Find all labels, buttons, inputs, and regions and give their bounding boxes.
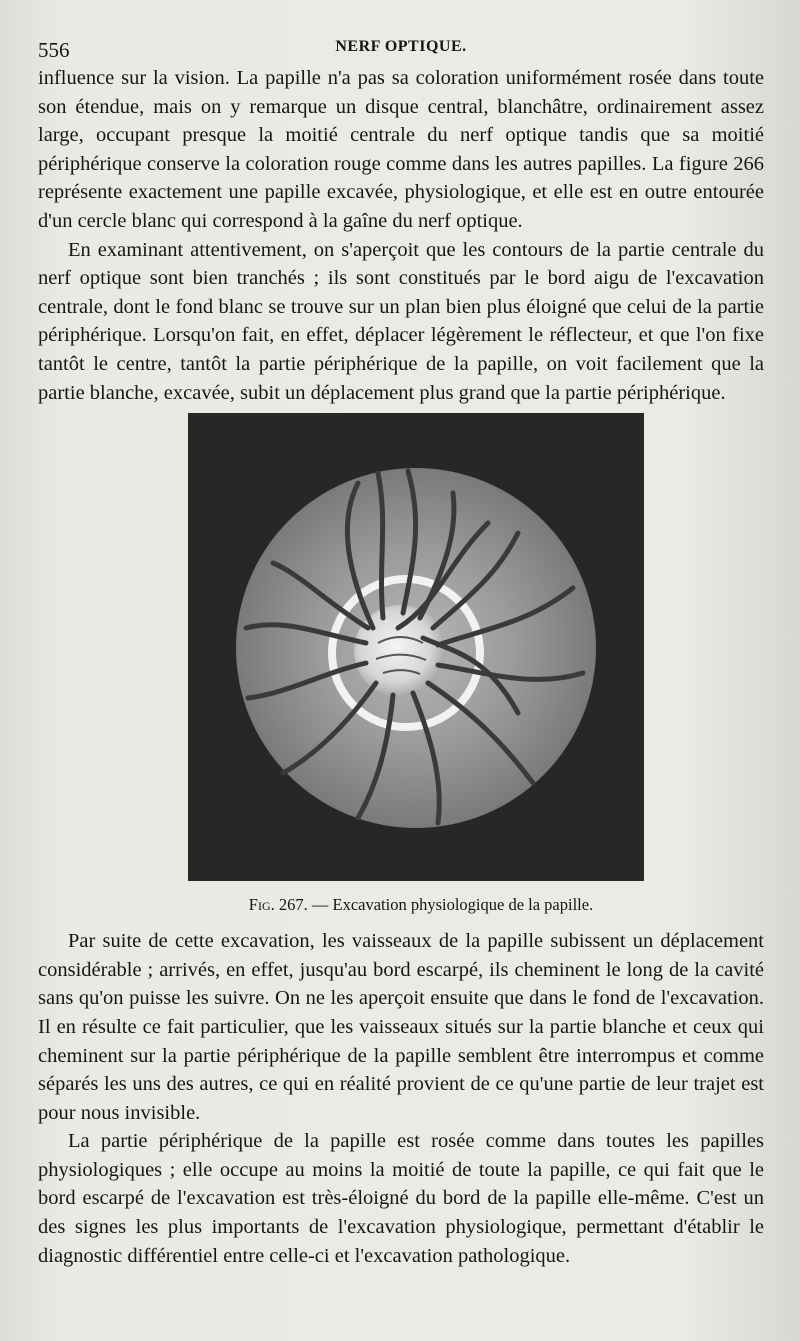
optic-disc-drawing [188, 413, 644, 881]
figure-caption [78, 895, 764, 915]
running-title: NERF OPTIQUE. [335, 38, 467, 55]
figure-label: Fig. 267. [248, 895, 308, 915]
figure-caption-text: — Excavation physiologique de la papille. [311, 895, 594, 915]
paragraph-1: influence sur la vision. La papille n'a pas sa coloration uniformément rosée dans toute son étendue, mais on y remarque un disque central, blanchâtre, ordinairement assez large, occupant presque la moitié centrale du nerf optique tandis que sa moitié périphérique conserve la coloration rouge comme dans les autres papilles. La figure 266 représente exactement une papille excavée, physiologique, et elle est en outre entourée d'un cercle blanc qui correspond à la gaîne du nerf optique. [38, 67, 764, 232]
figure-267 [38, 413, 764, 915]
paragraph-3: Par suite de cette excavation, les vaisseaux de la papille subissent un déplacement considérable ; arrivés, en effet, jusqu'au bord escarpé, ils cheminent le long de la cavité sans qu'on puisse les suivre. On ne les aperçoit ensuite que dans le fond de l'excavation. Il en résulte ce fait particulier, que les vaisseaux situés sur la partie blanche et ceux qui cheminent sur la partie périphérique de la papille semblent être interrompus et comme séparés les uns des autres, ce qui en réalité provient de ce qu'une partie de leur trajet est pour nous invisible. [38, 930, 764, 1124]
paragraph-4: La partie périphérique de la papille est rosée comme dans toutes les papilles physiologiques ; elle occupe au moins la moitié de toute la papille, ce qui fait que le bord escarpé de l'excavation est très-éloigné du bord de la papille elle-même. C'est un des signes les plus importants de l'excavation physiologique, permettant d'établir le diagnostic différentiel entre celle-ci et l'excavation pathologique. [38, 1130, 764, 1267]
running-head [38, 30, 764, 64]
paragraph-2: En examinant attentivement, on s'aperçoit que les contours de la partie centrale du nerf optique sont bien tranchés ; ils sont constitués par le bord aigu de l'excavation centrale, dont le fond blanc se trouve sur un plan bien plus éloigné que celui de la partie périphérique. Lorsqu'on fait, en effet, déplacer légèrement le réflecteur, et que l'on fixe tantôt le centre, tantôt la partie périphérique de la papille, on voit facilement que la partie blanche, excavée, subit un déplacement plus grand que la partie périphérique. [38, 238, 764, 404]
fundus-illustration [188, 413, 644, 881]
page-number: 556 [38, 38, 70, 62]
